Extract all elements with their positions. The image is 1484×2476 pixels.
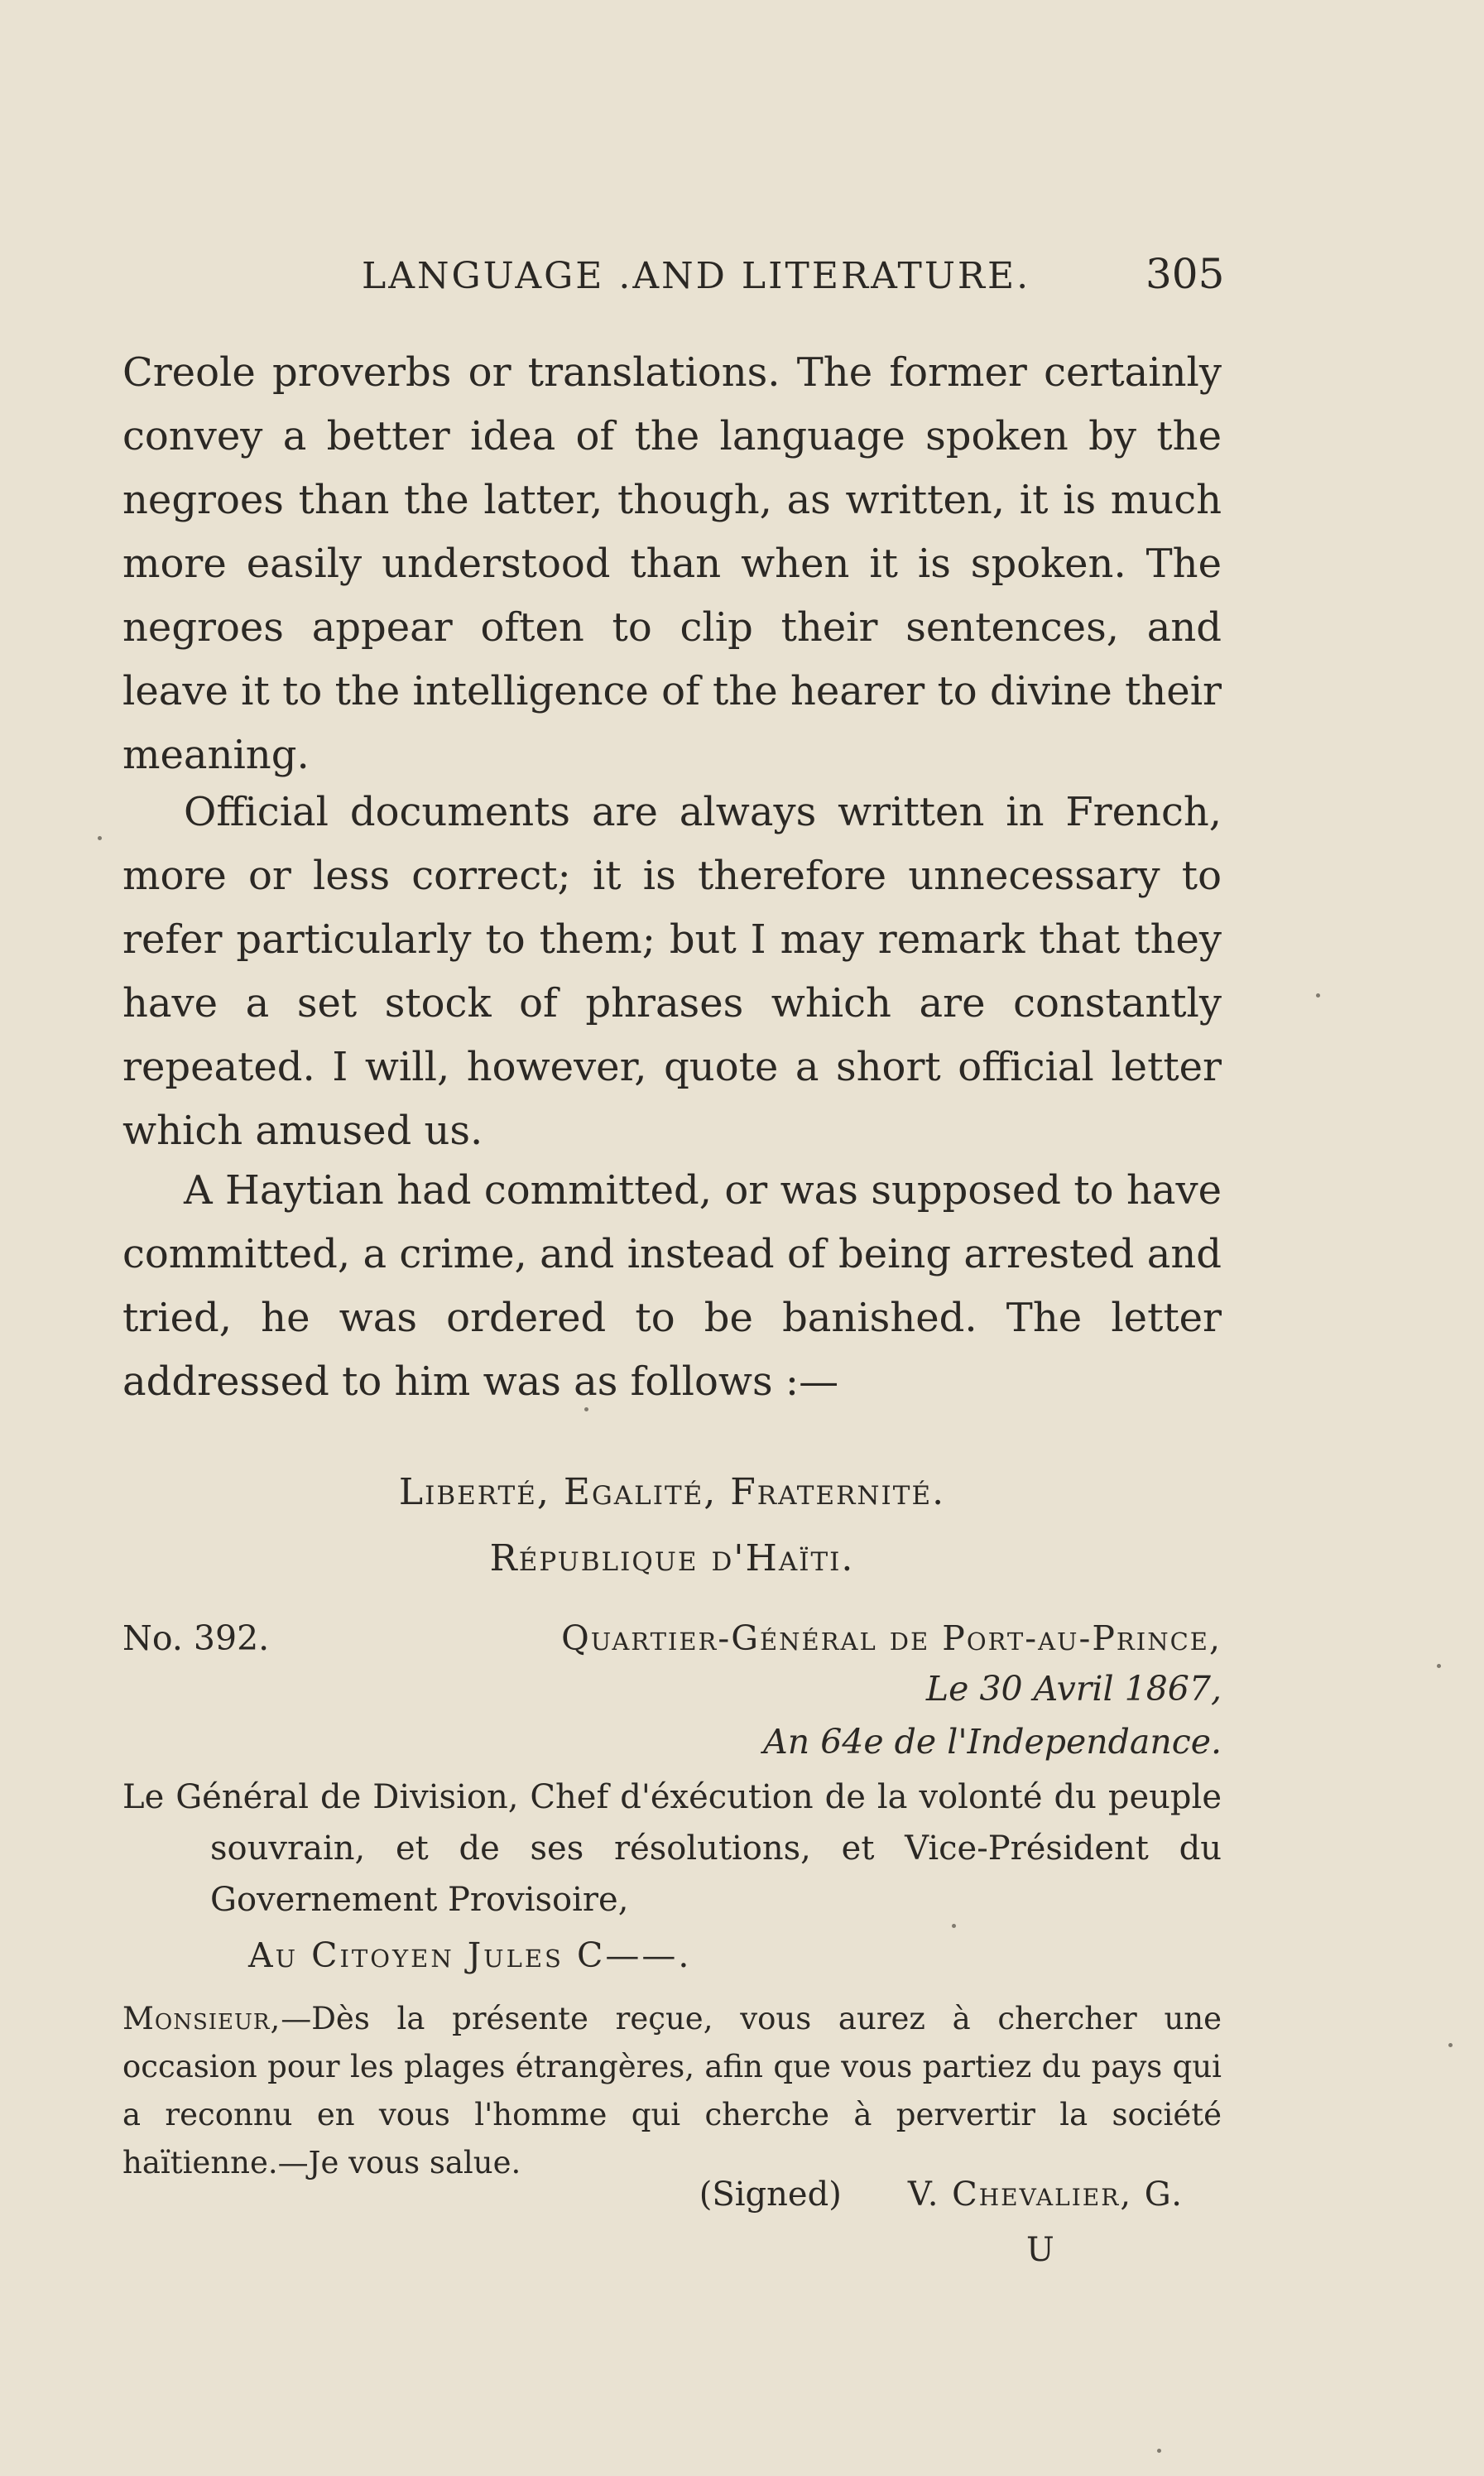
letter-body-text: —Dès la présente reçue, vous aurez à chercher une occasion pour les plages étrangères, afin que vous partiez du pays qui a reconnu en vous l'homme qui cherche à pervertir la société haïtienne.—Je vous salue. (122, 2001, 1222, 2180)
page-number: 305 (1145, 250, 1225, 298)
letter-year-of-independence: An 64e de l'Independance. (763, 1722, 1222, 1762)
paper-speck (98, 836, 102, 840)
paragraph-haytian-banished: A Haytian had committed, or was supposed to have committed, a crime, and instead of being arrested and tried, he was ordered to be banished. The letter addressed to him was as follows :— (122, 1167, 1222, 1405)
paper-speck (1448, 2043, 1453, 2047)
letter-sender: Le Général de Division, Chef d'éxécution de la volonté du peuple souvrain, et de ses résolutions, et Vice-Président du Governement Provisoire, (122, 1778, 1222, 1919)
signature-mark: U (1026, 2231, 1054, 2269)
running-title: LANGUAGE .AND LITERATURE. (362, 255, 1031, 297)
paper-speck (952, 1924, 956, 1928)
paper-speck (1437, 1664, 1441, 1668)
letter-headquarters: Quartier-Général de Port-au-Prince, (561, 1618, 1222, 1658)
letter-number: No. 392. (122, 1618, 270, 1658)
letter-addressee: Au Citoyen Jules C——. (248, 1935, 692, 1975)
letter-signature-line (122, 2176, 1184, 2214)
letter-opening: Monsieur, (122, 2001, 281, 2036)
letter-date: Le 30 Avril 1867, (925, 1669, 1222, 1709)
paper-speck (1316, 993, 1320, 998)
letter-body (122, 1995, 1222, 2187)
paragraph-creole-proverbs: Creole proverbs or translations. The former certainly convey a better idea of the language spoken by the negroes than the latter, though, as written, it is much more easily understood than when it is spoken. The negroes appear often to clip their sentences, and leave it to the intelligence of the hearer to divine their meaning. (122, 349, 1222, 778)
letter-republic: République d'Haïti. (489, 1537, 855, 1579)
paper-speck (1157, 2449, 1161, 2453)
paragraph-official-documents: Official documents are always written in French, more or less correct; it is therefore unnecessary to refer particularly to them; but I may remark that they have a set stock of phrases which are constantly repeated. I will, however, quote a short official letter which amused us. (122, 789, 1222, 1154)
letter-motto: Liberté, Egalité, Fraternité. (398, 1471, 946, 1513)
paper-speck (584, 1407, 588, 1411)
signatory-name: V. Chevalier, G. (907, 2176, 1184, 2214)
signed-label: (Signed) (699, 2176, 842, 2214)
